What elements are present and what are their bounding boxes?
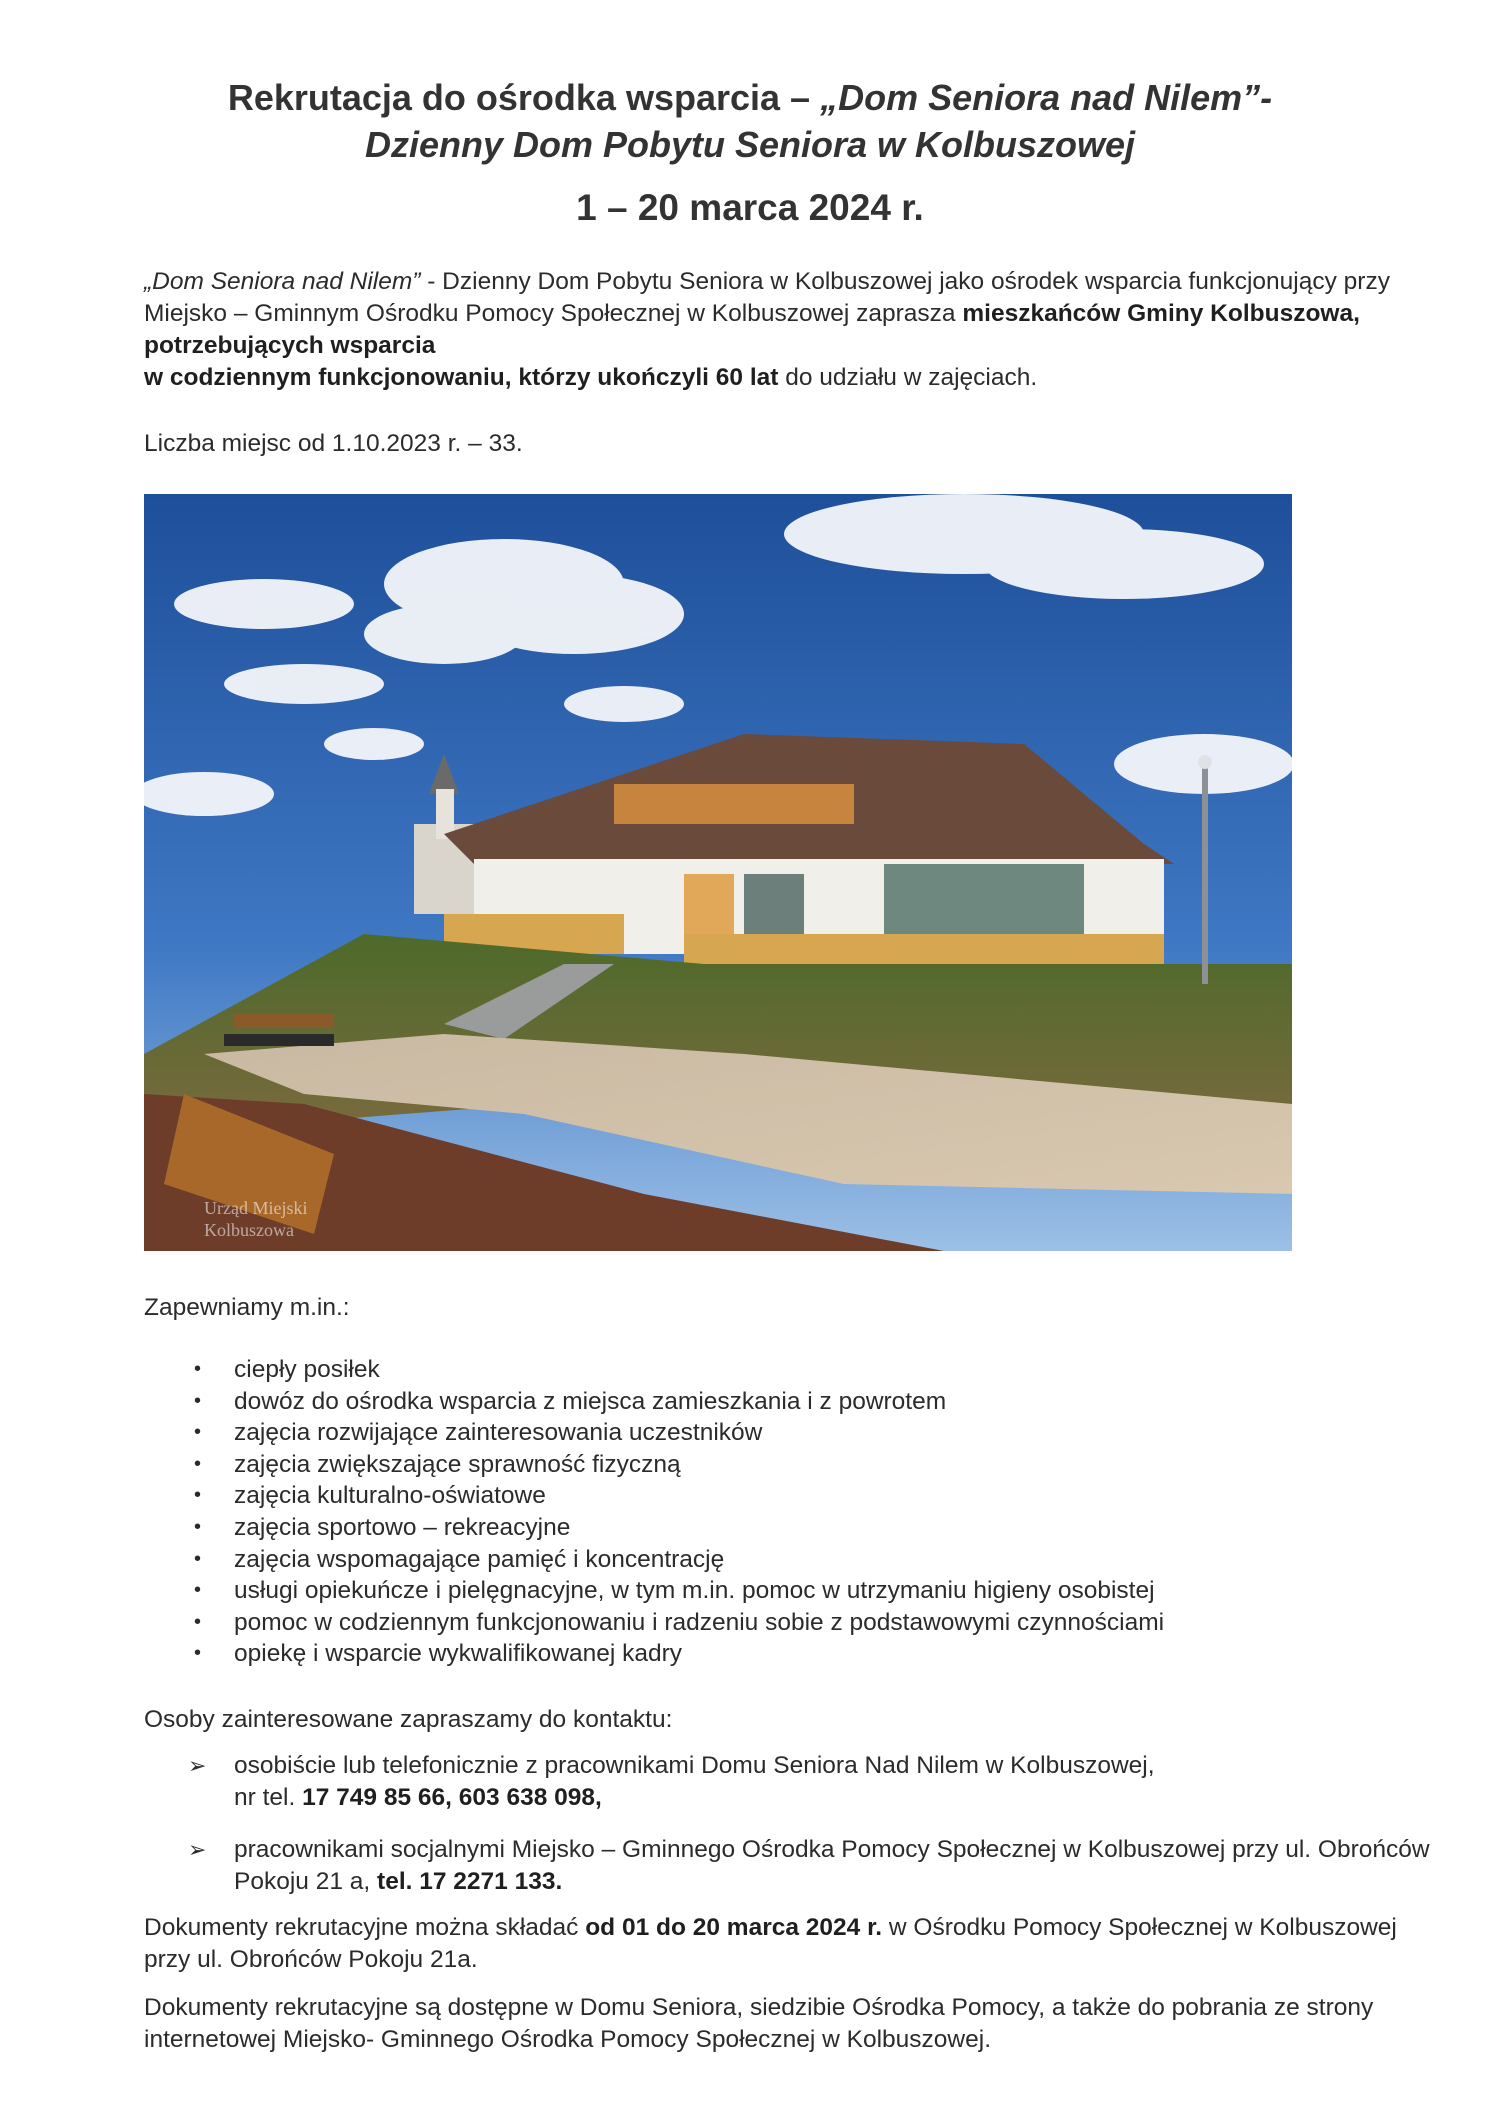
- documents-p1-start: Dokumenty rekrutacyjne można składać: [144, 1914, 586, 1941]
- list-item-text: zajęcia rozwijające zainteresowania uczestników: [234, 1419, 763, 1447]
- bullet-icon: •: [194, 1515, 202, 1538]
- building-photo: [144, 494, 1292, 1251]
- title-line-1: [0, 75, 1500, 121]
- arrow-bullet-icon: ➢: [188, 1837, 207, 1862]
- contact-item-1: [144, 1750, 1444, 1814]
- contact-item-1-tel: 17 749 85 66, 603 638 098,: [302, 1784, 602, 1811]
- list-item-text: zajęcia wspomagające pamięć i koncentrację: [234, 1545, 725, 1573]
- title-center-name: „Dom Seniora nad Nilem”-: [820, 77, 1273, 118]
- list-item: [144, 1480, 1414, 1512]
- list-item-text: ciepły posiłek: [234, 1356, 380, 1383]
- list-item: [144, 1544, 1414, 1576]
- bullet-icon: •: [194, 1579, 202, 1602]
- bullet-icon: •: [194, 1484, 202, 1507]
- documents-p1-dates: od 01 do 20 marca 2024 r.: [585, 1914, 883, 1941]
- intro-paragraph: [144, 266, 1414, 394]
- contact-item-2: [144, 1834, 1444, 1898]
- bullet-icon: •: [194, 1610, 202, 1633]
- title-line-2: Dzienny Dom Pobytu Seniora w Kolbuszowej: [364, 124, 1136, 165]
- bullet-icon: •: [194, 1547, 202, 1570]
- bullet-icon: •: [194, 1358, 202, 1380]
- arrow-bullet-icon: ➢: [188, 1753, 207, 1778]
- list-item-text: opiekę i wsparcie wykwalifikowanej kadry: [234, 1640, 682, 1668]
- documents-paragraph-2: Dokumenty rekrutacyjne są dostępne w Domu Seniora, siedzibie Ośrodka Pomocy, a także do pobrania ze strony internetowej Miejsko- Gminnego Ośrodka Pomocy Społecznej w Kolbuszowej.: [144, 1994, 1374, 2053]
- places-count: Liczba miejsc od 1.10.2023 r. – 33.: [144, 430, 523, 457]
- list-item: [144, 1449, 1414, 1481]
- provide-heading: Zapewniamy m.in.:: [144, 1294, 350, 1321]
- list-item-text: dowóz do ośrodka wsparcia z miejsca zamieszkania i z powrotem: [234, 1387, 947, 1415]
- contact-item-2-tel: tel. 17 2271 133.: [377, 1868, 563, 1895]
- intro-bold-4: którzy ukończyli 60 lat: [518, 364, 779, 391]
- intro-bold-3: w codziennym funkcjonowaniu,: [144, 364, 512, 391]
- recruitment-date: 1 – 20 marca 2024 r.: [576, 187, 924, 228]
- list-item: [144, 1638, 1414, 1670]
- contact-heading: Osoby zainteresowane zapraszamy do kontaktu:: [144, 1706, 673, 1733]
- list-item: [144, 1607, 1414, 1639]
- intro-bold-1: mieszkańców Gminy Kolbuszowa,: [962, 300, 1360, 327]
- list-item-text: zajęcia kulturalno-oświatowe: [234, 1482, 546, 1510]
- list-item-text: zajęcia zwiększające sprawność fizyczną: [234, 1450, 681, 1478]
- bullet-icon: •: [194, 1421, 202, 1444]
- watermark-line-2: Kolbuszowa: [204, 1220, 294, 1240]
- watermark-line-1: Urząd Miejski: [204, 1198, 308, 1218]
- intro-text-1: - Dzienny Dom Pobytu Seniora w Kolbuszowej jako ośrodek wsparcia funkcjonujący przy Miejsko – Gminnym Ośrodku Pomocy Społecznej w Kolbuszowej zaprasza: [144, 268, 1390, 327]
- list-item: [144, 1417, 1414, 1449]
- intro-quote-name: „Dom Seniora nad Nilem”: [144, 268, 421, 295]
- intro-bold-2: potrzebujących wsparcia: [144, 332, 436, 359]
- title-plain: Rekrutacja do ośrodka wsparcia –: [227, 77, 821, 118]
- list-item-text: usługi opiekuńcze i pielęgnacyjne, w tym m.in. pomoc w utrzymaniu higieny osobistej: [234, 1577, 1155, 1605]
- list-item-text: pomoc w codziennym funkcjonowaniu i radzeniu sobie z podstawowymi czynnościami: [234, 1608, 1165, 1636]
- list-item: [144, 1512, 1414, 1544]
- bullet-icon: •: [194, 1452, 202, 1475]
- contact-item-1-tel-prefix: nr tel.: [234, 1784, 303, 1811]
- list-item: [144, 1386, 1414, 1418]
- documents-paragraph-1: [144, 1912, 1414, 1976]
- documents-p1-end: w Ośrodku Pomocy Społecznej w Kolbuszowej przy ul. Obrońców Pokoju 21a.: [144, 1914, 1397, 1973]
- list-item: [144, 1354, 1414, 1386]
- contact-item-2-text: pracownikami socjalnymi Miejsko – Gminnego Ośrodka Pomocy Społecznej w Kolbuszowej przy ul. Obrońców Pokoju 21 a,: [234, 1836, 1430, 1895]
- bullet-icon: •: [194, 1389, 202, 1412]
- contact-item-1-text: osobiście lub telefonicznie z pracownikami Domu Seniora Nad Nilem w Kolbuszowej,: [234, 1752, 1155, 1779]
- list-item: [144, 1575, 1414, 1607]
- bullet-icon: •: [194, 1642, 202, 1665]
- provide-list: [144, 1354, 1414, 1670]
- intro-text-2: do udziału w zajęciach.: [778, 364, 1038, 391]
- list-item-text: zajęcia sportowo – rekreacyjne: [234, 1513, 571, 1541]
